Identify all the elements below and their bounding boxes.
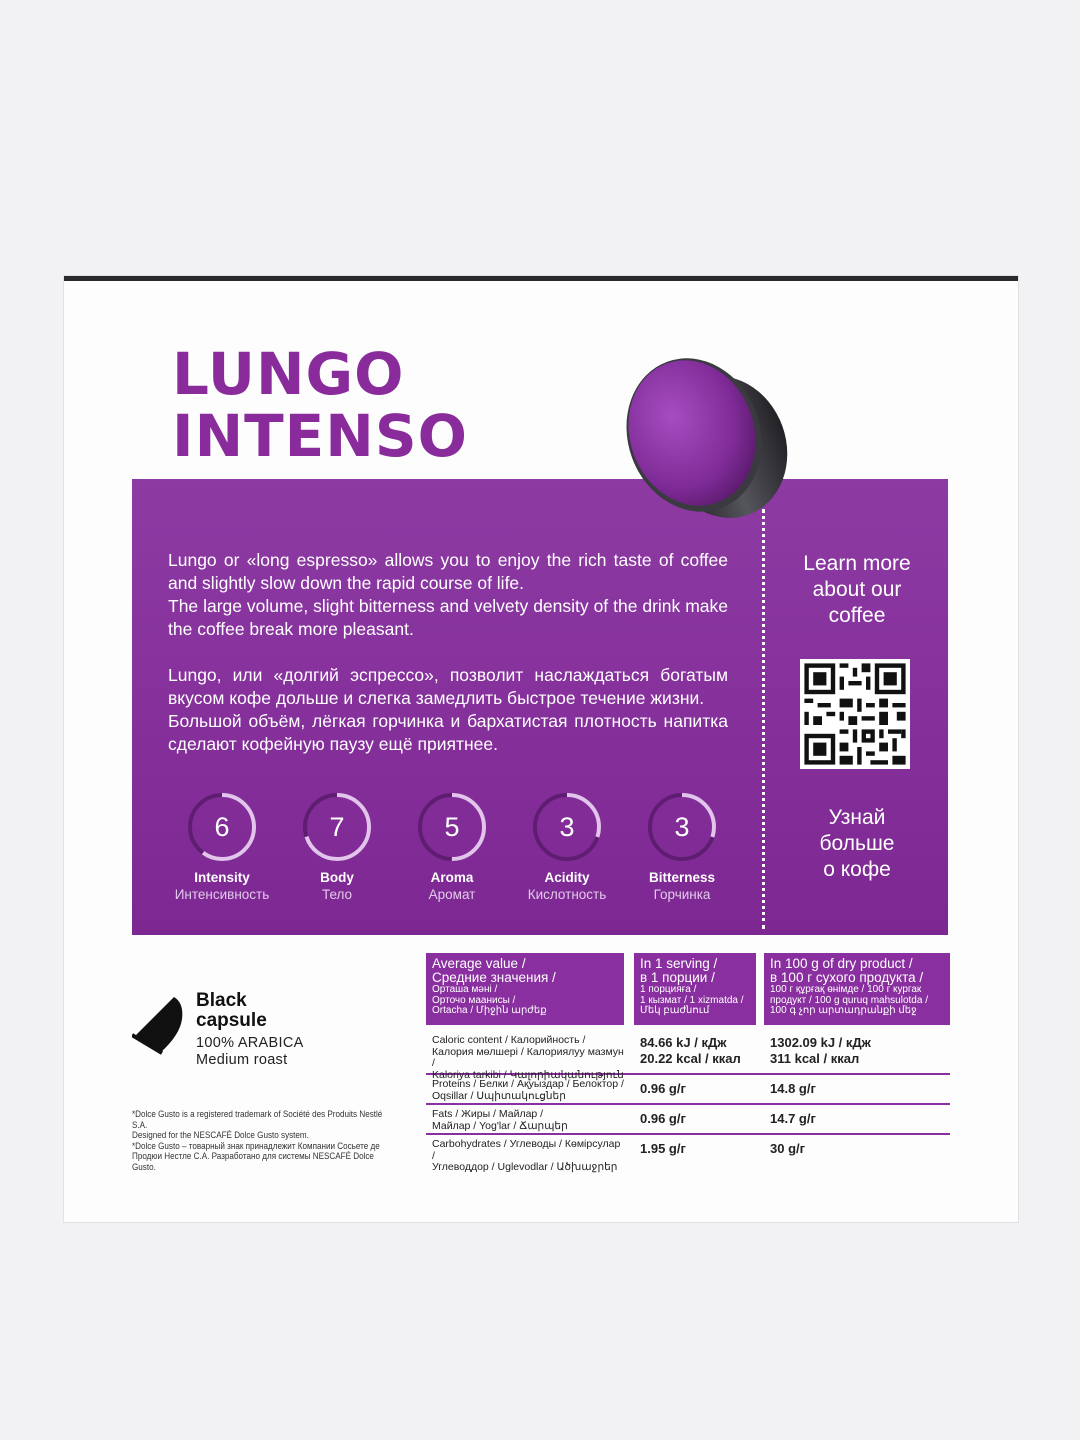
serving-value: 1.95 g/г [640,1141,686,1156]
scale-label-ru: Горчинка [653,887,711,902]
learn-more-ru [782,805,932,883]
nutrition-table [426,953,950,1173]
label-text: Fats / Жиры / Майлар / [432,1108,544,1120]
header-text: 1 порцияға / [640,984,697,995]
learn-more-ru-line2: больше [819,832,895,855]
black-capsule-icon [132,995,186,1055]
scale-label-ru: Кислотность [527,887,607,902]
legal-line-2: Designed for the NESCAFÉ Dolce Gusto system. [132,1130,309,1140]
scale-value: 3 [559,812,575,842]
nutrient-label [426,1137,632,1176]
roast-label: Medium roast [196,1052,288,1068]
learn-more-en-line1: Learn more [803,552,911,575]
header-text: Средние значения / [432,970,556,985]
description-ru-2: Большой объём, лёгкая горчинка и бархатистая плотность напитка сделают кофейную паузу ещё приятнее. [168,711,728,754]
header-text: Average value / [432,956,526,971]
dry-value: 30 g/г [770,1141,806,1156]
label-text: Proteins / Белки / Ақуыздар / Белоктор / [432,1078,624,1090]
serving-value [634,1033,758,1069]
header-text: Орточо маанисы / [432,994,516,1006]
arabica-label: 100% ARABICA [196,1035,304,1051]
capsule-type-line2: capsule [196,1010,267,1031]
header-text: In 100 g of dry product / [770,956,913,971]
title-line-2: INTENSO [172,402,468,470]
legal-notice [132,1109,384,1172]
qr-code[interactable] [800,659,910,769]
scale-value: 5 [444,812,460,842]
coffee-capsule-icon [612,349,796,529]
value-text: 1302.09 kJ / кДж [770,1035,871,1050]
header-text: 100 գ չոր արտադրանքի մեջ [770,1005,917,1016]
description-en-2: The large volume, slight bitterness and velvety density of the drink make the coffee break more pleasant. [168,596,728,639]
nutrient-label [426,1033,632,1083]
dry-value: 14.7 g/г [770,1111,816,1126]
dry-value: 14.8 g/г [770,1081,816,1096]
label-text: Майлар / Yog'lar / Ճարպեր [432,1119,568,1132]
table-row [426,1107,950,1135]
capsule-type-line1: Black [196,990,247,1011]
scale-label-en: Body [320,870,354,885]
title-line-1: LUNGO [172,340,405,408]
scale-value: 7 [329,812,345,842]
taste-scales [152,791,752,921]
scale-label-en: Bitterness [648,870,716,885]
label-text: Caloric content / Калорийность / [432,1034,586,1046]
serving-value: 0.96 g/г [640,1111,686,1126]
capsule-image [612,349,796,529]
legal-line-1: *Dolce Gusto is a registered trademark of Société des Produits Nestlé S.A. [132,1109,383,1130]
scale-value: 6 [214,812,230,842]
label-text: Углеводдор / Uglevodlar / Ածխաջրեր [432,1161,618,1173]
scale-bitterness [612,791,752,903]
scale-label-en: Acidity [544,870,590,885]
dry-value [764,1033,950,1069]
table-row [426,1137,950,1173]
dotted-divider [762,509,765,929]
learn-more-ru-line1: Узнай [828,806,886,829]
value-text: 84.66 kJ / кДж [640,1035,727,1050]
capsule-type [196,991,267,1031]
learn-more-en-line2: about our [812,578,902,601]
legal-line-3: *Dolce Gusto – товарный знак принадлежит Компании Сосьете де Продюи Нестле С.А. Разработано для системы NESCAFÉ Dolce Gusto. [132,1140,380,1172]
label-text: Carbohydrates / Углеводы / Көмірсулар / [432,1138,621,1162]
nutrition-header-dry [764,953,950,1025]
header-text: In 1 serving / [640,956,718,971]
label-text: Kaloriya tarkibi / Կալորիականություն [432,1068,624,1081]
learn-more-en-line3: coffee [828,604,886,627]
capsule-details [196,1035,304,1069]
description-ru-1: Lungo, или «долгий эспрессо», позволит наслаждаться богатым вкусом кофе дольше и слегка замедлить быстрое течение жизни. [168,665,728,708]
product-title [172,340,468,470]
header-text: в 100 г сухого продукта / [770,970,924,985]
nutrition-header-average [426,953,624,1025]
scale-label-en: Intensity [194,870,250,885]
header-text: продукт / 100 g quruq mahsulotda / [770,994,928,1006]
learn-more-ru-line3: о кофе [823,858,891,881]
header-text: в 1 порции / [640,970,715,985]
scale-label-ru: Интенсивность [174,887,270,902]
header-text: Մեկ բաժնում [640,1005,710,1016]
table-row [426,1033,950,1081]
value-text: 20.22 kcal / ккал [640,1051,741,1066]
description-en-1: Lungo or «long espresso» allows you to enjoy the rich taste of coffee and slightly slow down the rapid course of life. [168,550,728,593]
scale-value: 3 [674,812,690,842]
header-text: Орташа мәні / [432,984,498,995]
learn-more-en [782,551,932,629]
scale-label-en: Aroma [430,870,474,885]
product-box-back [64,276,1018,1222]
nutrient-label [426,1107,632,1134]
nutrient-label [426,1077,632,1104]
label-text: Калория мөлшері / Калориялуу мазмун / [432,1045,624,1069]
header-text: 1 кызмат / 1 xizmatda / [640,994,744,1006]
serving-value: 0.96 g/г [640,1081,686,1096]
header-text: Ortacha / Միջին արժեք [432,1005,547,1016]
description [168,549,728,756]
nutrition-header-serving [634,953,756,1025]
capsule-info [132,991,392,1081]
qr-code-icon [800,659,910,769]
scale-label-ru: Тело [321,887,353,902]
value-text: 311 kcal / ккал [770,1051,860,1066]
scale-label-ru: Аромат [428,887,476,902]
header-text: 100 г құрғақ өнімде / 100 г кургак [770,984,922,995]
table-row [426,1077,950,1105]
label-text: Oqsillar / Սպիտակուցներ [432,1089,566,1102]
info-panel [132,479,948,935]
